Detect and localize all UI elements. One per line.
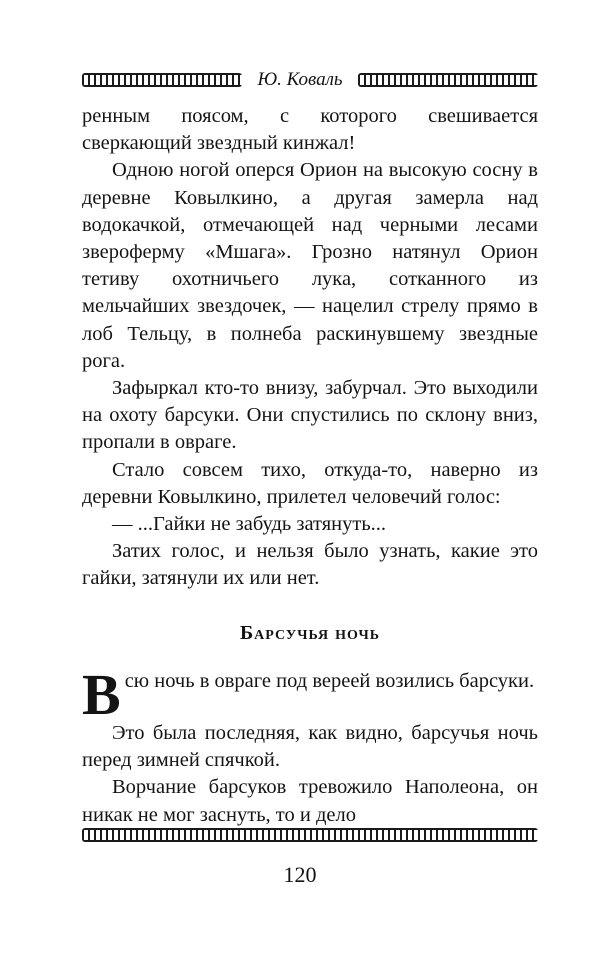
paragraph: Затих голос, и нельзя было узнать, какие это гайки, затянули их или нет. — [82, 540, 538, 590]
paragraph: Зафыркал кто-то внизу, забурчал. Это выходили на охоту барсуки. Они спустились по склону вниз, пропали в овраге. — [82, 377, 538, 454]
header-ornament-left — [82, 73, 242, 87]
dialog-line: — ...Гайки не забудь затянуть... — [112, 513, 387, 536]
first-paragraph — [82, 662, 538, 727]
chapter-title: Барсучья ночь — [239, 622, 381, 644]
header-ornament-right — [358, 73, 538, 87]
drop-cap: В — [82, 662, 121, 727]
running-head-author: Ю. Коваль — [257, 69, 343, 90]
paragraph: Это была последняя, как видно, барсучья ночь перед зимней спячкой. — [82, 722, 538, 772]
first-paragraph-text: сю ночь в овраге под вереей возились барсуки. — [124, 670, 535, 692]
paragraph: Ворчание барсуков тревожило Наполеона, он никак не мог заснуть, то и дело — [82, 776, 538, 826]
page-number: 120 — [283, 862, 317, 887]
paragraph: Стало совсем тихо, откуда-то, наверно из деревни Ковылкино, прилетел человечий голос: — [82, 458, 538, 508]
body-text-top — [82, 103, 538, 593]
paragraph: ренным поясом, с которого свешивается сверкающий звездный кинжал! — [82, 105, 538, 155]
running-head — [82, 68, 538, 92]
paragraph: Одною ногой оперся Орион на высокую сосну в деревне Ковылкино, а другая замерла над водокачкой, отмечающей над черными лесами звероферму «Мшага». Грозно натянул Орион тетиву охотничьего лука, сотканного из мельчайших звездочек, — нацелил стрелу прямо в лоб Тельцу, в полнеба раскинувшему звездные рога. — [82, 159, 538, 372]
body-text-chapter — [82, 662, 538, 829]
footer-ornament — [82, 828, 538, 842]
